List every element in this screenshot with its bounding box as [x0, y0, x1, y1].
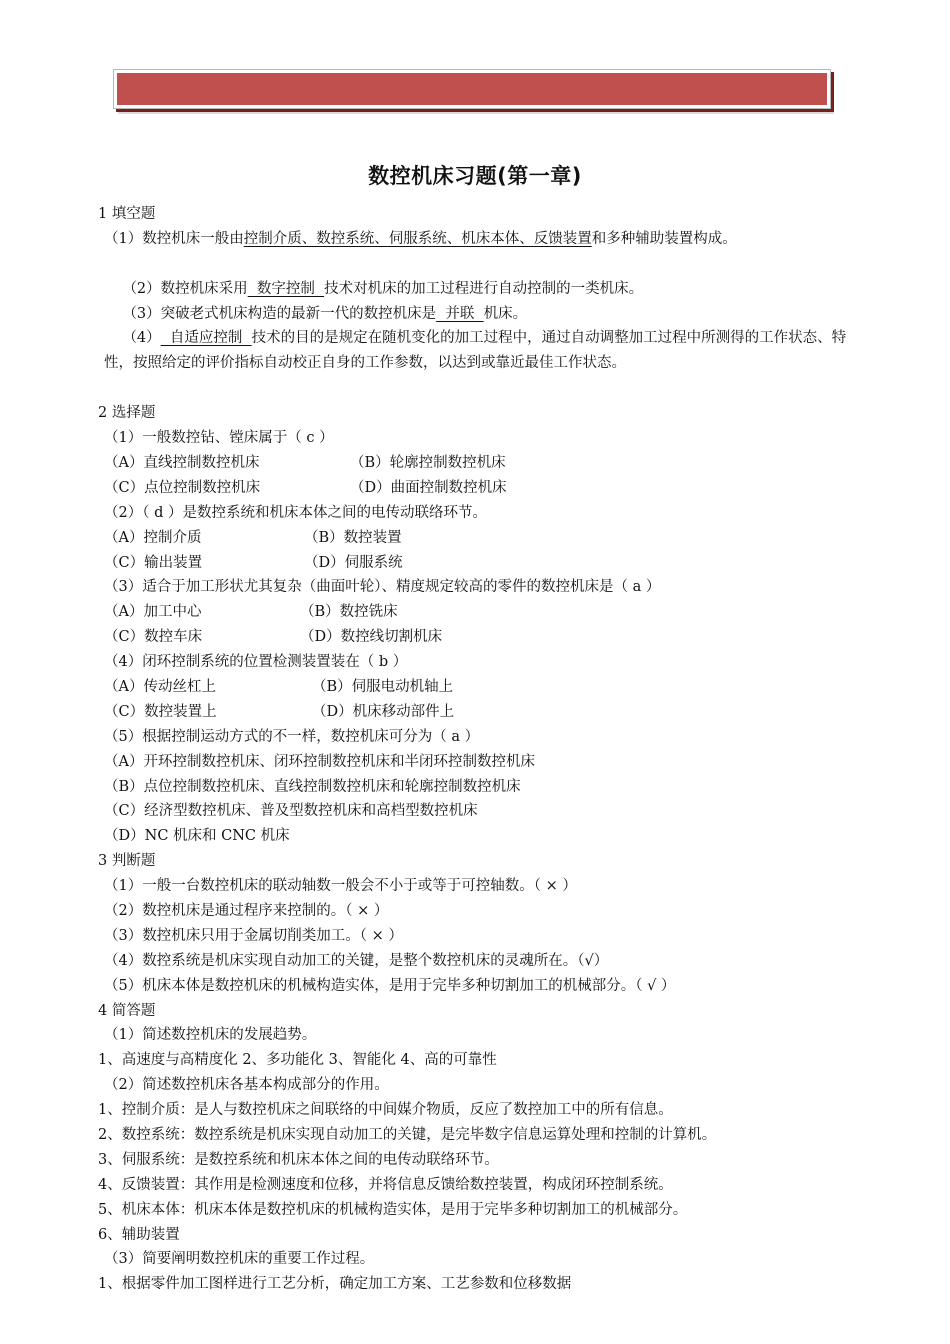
option-d: （D）数控线切割机床 [300, 629, 443, 646]
option-a: （A）直线控制数控机床 [104, 454, 260, 471]
fill-question-1 [98, 227, 858, 252]
q-text: 技术的目的是规定在随机变化的加工过程中，通过自动调整加工过程中所测得的工作状态、特性，按照给定的评价指标自动校正自身的工作参数，以达到或靠近最佳工作状态。 [104, 330, 847, 372]
option-a: （A）传动丝杠上 [104, 678, 216, 695]
option-d: （D）曲面控制数控机床 [350, 479, 507, 496]
option-c: （C）数控车床 [104, 629, 203, 646]
fill-question-2 [98, 252, 858, 297]
q-answer: 数字控制 [247, 280, 325, 297]
q-text: （4） [122, 330, 161, 347]
option-a: （A）加工中心 [104, 604, 202, 621]
q-text: 和多种辅助装置构成。 [591, 230, 737, 247]
choice-options-row [98, 625, 858, 650]
section-heading-short-answer: 4 简答题 [98, 1002, 156, 1019]
choice-options-row [98, 600, 858, 625]
choice-options-row [98, 700, 858, 725]
option-d: （D）伺服系统 [304, 554, 403, 571]
short-answer: 2、数控系统：数控系统是机床实现自动加工的关键，是完毕数字信息运算处理和控制的计算机。 [98, 1127, 717, 1144]
option-c: （C）输出装置 [104, 554, 203, 571]
judge-item: （1）一般一台数控机床的联动轴数一般会不小于或等于可控轴数。（ × ） [104, 878, 577, 895]
q-answer: 并联 [436, 305, 484, 322]
short-answer: 1、控制介质：是人与数控机床之间联络的中间媒介物质，反应了数控加工中的所有信息。 [98, 1102, 673, 1119]
q-text: （2）数控机床采用 [122, 280, 248, 297]
q-text: （3）突破老式机床构造的最新一代的数控机床是 [122, 305, 437, 322]
option-a: （A）控制介质 [104, 529, 202, 546]
short-question: （1）简述数控机床的发展趋势。 [104, 1027, 317, 1044]
option-b: （B）伺服电动机轴上 [312, 678, 454, 695]
q-answer: 控制介质、数控系统、伺服系统、机床本体、反馈装置 [243, 230, 592, 247]
choice-question-stem: （1）一般数控钻、镗床属于（ c ） [104, 430, 334, 447]
choice-options-row [98, 675, 858, 700]
section-heading-true-false: 3 判断题 [98, 853, 156, 870]
short-answer: 5、机床本体：机床本体是数控机床的机械构造实体，是用于完毕多种切割加工的机械部分。 [98, 1201, 688, 1218]
short-question: （3）简要阐明数控机床的重要工作过程。 [104, 1251, 375, 1268]
q-text: （1）数控机床一般由 [104, 230, 244, 247]
option-b: （B）数控装置 [304, 529, 402, 546]
choice-options-row [98, 551, 858, 576]
q-answer: 自适应控制 [160, 330, 252, 347]
choice-question-stem: （4）闭环控制系统的位置检测装置装在（ b ） [104, 654, 408, 671]
short-answer: 1、高速度与高精度化 2、多功能化 3、智能化 4、高的可靠性 [98, 1052, 497, 1069]
section-heading-choice: 2 选择题 [98, 405, 156, 422]
choice-question-stem: （3）适合于加工形状尤其复杂（曲面叶轮）、精度规定较高的零件的数控机床是（ a ） [104, 579, 661, 596]
option-b: （B）数控铣床 [300, 604, 398, 621]
choice-options-row [98, 451, 858, 476]
choice-options-row [98, 476, 858, 501]
option-c: （C）经济型数控机床、普及型数控机床和高档型数控机床 [104, 803, 478, 820]
section-heading-fill-blank: 1 填空题 [98, 206, 156, 222]
judge-item: （5）机床本体是数控机床的机械构造实体，是用于完毕多种切割加工的机械部分。（ √ ） [104, 977, 676, 994]
short-answer: 6、辅助装置 [98, 1226, 180, 1243]
choice-question-stem: （5）根据控制运动方式的不一样，数控机床可分为（ a ） [104, 728, 480, 745]
judge-item: （3）数控机床只用于金属切削类加工。（ × ） [104, 927, 403, 944]
short-question: （2）简述数控机床各基本构成部分的作用。 [104, 1077, 389, 1094]
page-title: 数控机床习题(第一章) [368, 164, 582, 188]
short-answer: 1、根据零件加工图样进行工艺分析，确定加工方案、工艺参数和位移数据 [98, 1276, 572, 1293]
choice-options-row [98, 526, 858, 551]
choice-question-stem: （2）（ d ）是数控系统和机床本体之间的电传动联络环节。 [104, 504, 487, 521]
option-c: （C）数控装置上 [104, 703, 217, 720]
header-banner [114, 70, 830, 108]
document-body [98, 202, 858, 1297]
q-text: 技术对机床的加工过程进行自动控制的一类机床。 [324, 280, 644, 297]
short-answer: 3、伺服系统：是数控系统和机床本体之间的电传动联络环节。 [98, 1151, 499, 1168]
judge-item: （4）数控系统是机床实现自动加工的关键，是整个数控机床的灵魂所在。（√） [104, 952, 609, 969]
option-b: （B）点位控制数控机床、直线控制数控机床和轮廓控制数控机床 [104, 778, 521, 795]
option-c: （C）点位控制数控机床 [104, 479, 261, 496]
judge-item: （2）数控机床是通过程序来控制的。（ × ） [104, 903, 389, 919]
option-a: （A）开环控制数控机床、闭环控制数控机床和半闭环控制数控机床 [104, 753, 535, 770]
option-d: （D）NC 机床和 CNC 机床 [104, 828, 290, 845]
option-b: （B）轮廓控制数控机床 [350, 454, 506, 471]
short-answer: 4、反馈装置：其作用是检测速度和位移，并将信息反馈给数控装置，构成闭环控制系统。 [98, 1176, 673, 1193]
q-text: 机床。 [483, 305, 528, 322]
option-d: （D）机床移动部件上 [312, 703, 455, 720]
